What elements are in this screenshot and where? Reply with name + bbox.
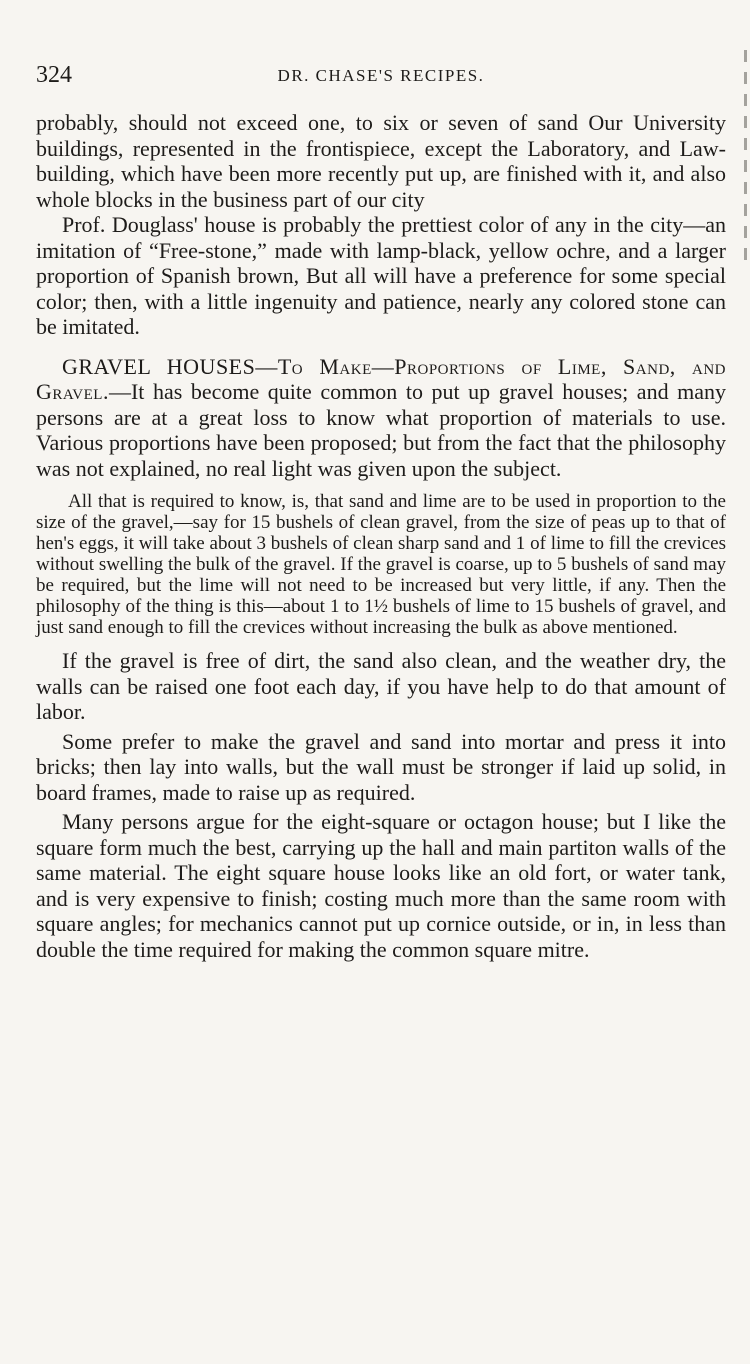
margin-mark bbox=[744, 116, 747, 128]
margin-mark bbox=[744, 204, 747, 216]
margin-mark bbox=[744, 248, 747, 260]
running-head bbox=[36, 62, 726, 92]
margin-mark bbox=[744, 94, 747, 106]
paragraph-bricks: Some prefer to make the gravel and sand into mortar and press it into bricks; then lay into walls, but the wall must be stronger if laid up solid, in board frames, made to raise up as required. bbox=[36, 728, 726, 805]
paragraph-octagon-house: Many persons argue for the eight-square or octagon house; but I like the square form much the best, carrying up the hall and main partiton walls of the same material. The eight square house looks like an old fort, or water tank, and is very expensive to finish; costing much more than the same room with square angles; for mechanics cannot put up cornice outside, or in, in less than double the time required for making the common square mitre. bbox=[36, 809, 726, 962]
running-title: DR. CHASE'S RECIPES. bbox=[277, 66, 485, 85]
paragraph-continuation: probably, should not exceed one, to six or seven of sand Our University buildings, represented in the frontispiece, except the Laboratory, and Law-building, which have been more recently put up, are finished with it, and also whole blocks in the business part of our city bbox=[36, 110, 726, 212]
recipe-intro: —It has become quite common to put up gravel houses; and many persons are at a great loss to know what proportion of materials to use. Various proportions have been proposed; but from the fact that the philosophy was not explained, no real light was given upon the subject. bbox=[36, 379, 726, 481]
margin-marks bbox=[742, 40, 748, 300]
paragraph-proportions: All that is required to know, is, that sand and lime are to be used in proportion to the size of the gravel,—say for 15 bushels of clean gravel, from the size of peas up to that of hen's eggs, it will take about 3 bushels of clean sharp sand and 1 of lime to fill the crevices without swelling the bulk of the gravel. If the gravel is coarse, up to 5 bushels of sand may be required, but the lime will not need to be increased but very little, if any. Then the philosophy of the thing is this—about 1 to 1½ bushels of lime to 15 bushels of gravel, and just sand enough to fill the crevices without increasing the bulk as above mentioned. bbox=[36, 491, 726, 638]
page-number: 324 bbox=[36, 62, 72, 88]
margin-mark bbox=[744, 160, 747, 172]
margin-mark bbox=[744, 226, 747, 238]
margin-mark bbox=[744, 50, 747, 62]
book-page bbox=[36, 62, 726, 962]
margin-mark bbox=[744, 182, 747, 194]
margin-mark bbox=[744, 138, 747, 150]
margin-mark bbox=[744, 72, 747, 84]
paragraph-gravel-clean: If the gravel is free of dirt, the sand also clean, and the weather dry, the walls can be raised one foot each day, if you have help to do that amount of labor. bbox=[36, 648, 726, 724]
recipe-heading: GRAVEL HOUSES—To Make—Proportions of Lime, Sand, and Gravel. bbox=[36, 353, 726, 404]
recipe-gravel-houses bbox=[36, 354, 726, 482]
paragraph-douglass-house: Prof. Douglass' house is probably the prettiest color of any in the city—an imitation of “Free-stone,” made with lamp-black, yellow ochre, and a larger proportion of Spanish brown, But all will have a preference for some special color; then, with a little ingenuity and patience, nearly any colored stone can be imitated. bbox=[36, 212, 726, 339]
